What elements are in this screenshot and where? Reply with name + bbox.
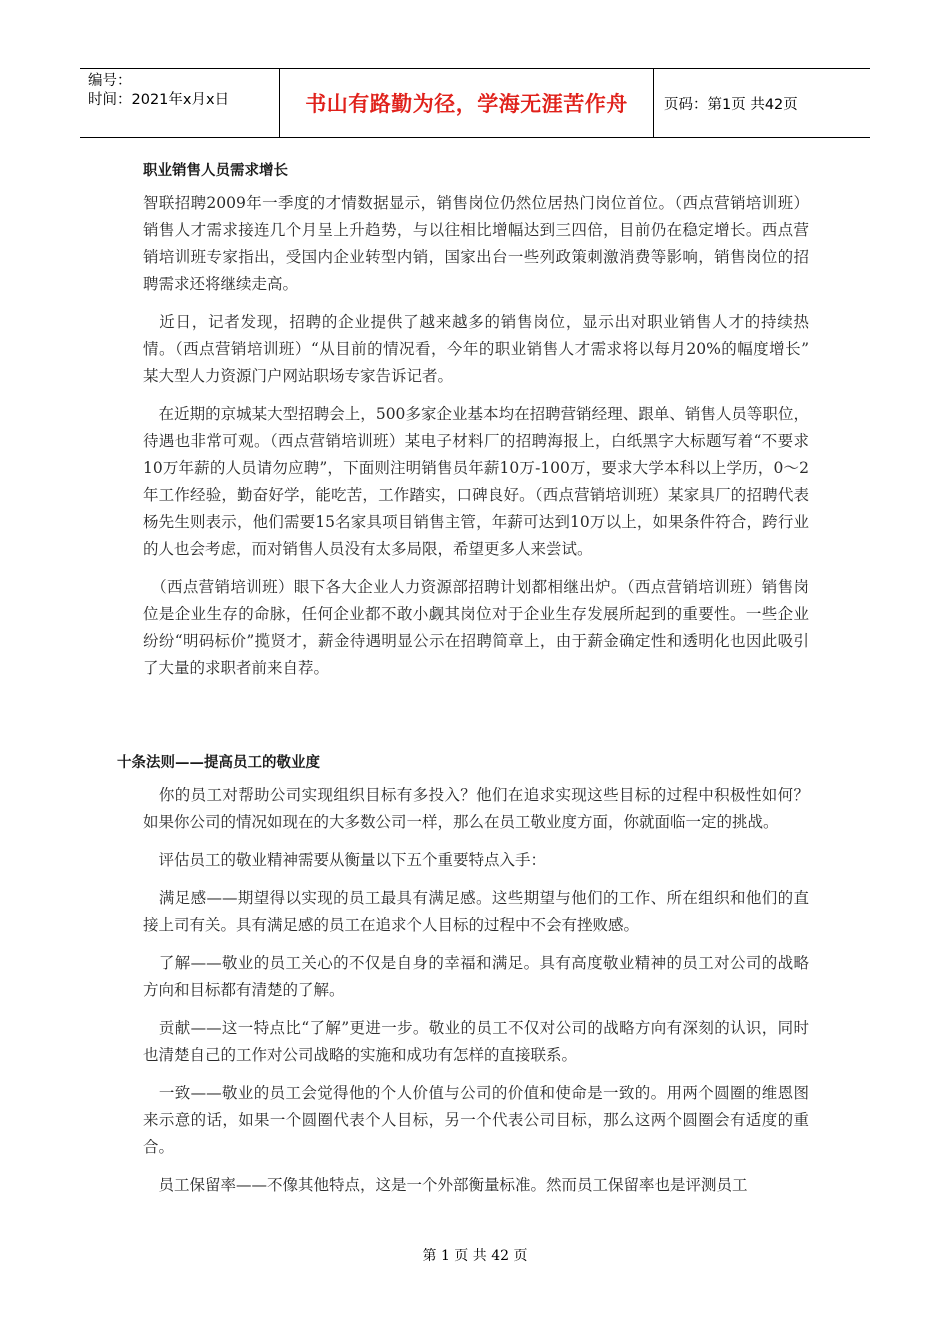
paragraph: 智联招聘2009年一季度的才情数据显示，销售岗位仍然位居热门岗位首位。（西点营销培训班）销售人才需求接连几个月呈上升趋势，与以往相比增幅达到三四倍，目前仍在稳定增长。西点营销培训班专家指出，受国内企业转型内销，国家出台一些列政策刺激消费等影响，销售岗位的招聘需求还将继续走高。 <box>143 194 809 293</box>
section-title: 十条法则——提高员工的敬业度 <box>117 754 320 771</box>
document-number-label: 编号： <box>88 73 132 89</box>
paragraph: 了解——敬业的员工关心的不仅是自身的幸福和满足。具有高度敬业精神的员工对公司的战略方向和目标都有清楚的了解。 <box>143 954 809 999</box>
paragraph: 员工保留率——不像其他特点，这是一个外部衡量标准。然而员工保留率也是评测员工 <box>143 1176 748 1194</box>
paragraph: 评估员工的敬业精神需要从衡量以下五个重要特点入手： <box>143 851 547 869</box>
paragraph: 贡献——这一特点比“了解”更进一步。敬业的员工不仅对公司的战略方向有深刻的认识，同时也清楚自己的工作对公司战略的实施和成功有怎样的直接联系。 <box>143 1019 809 1064</box>
page-header <box>80 68 870 138</box>
header-page-number: 页码：第1页 共42页 <box>664 96 798 113</box>
paragraph: 你的员工对帮助公司实现组织目标有多投入？他们在追求实现这些目标的过程中积极性如何？如果你公司的情况如现在的大多数公司一样，那么在员工敬业度方面，你就面临一定的挑战。 <box>143 786 809 831</box>
section-title: 职业销售人员需求增长 <box>143 162 288 179</box>
paragraph: 满足感——期望得以实现的员工最具有满足感。这些期望与他们的工作、所在组织和他们的直接上司有关。具有满足感的员工在追求个人目标的过程中不会有挫败感。 <box>143 889 809 934</box>
document-body <box>117 160 809 1210</box>
paragraph: 近日，记者发现，招聘的企业提供了越来越多的销售岗位，显示出对职业销售人才的持续热情。（西点营销培训班）“从目前的情况看，今年的职业销售人才需求将以每月20%的幅度增长” 某大型人力资源门户网站职场专家告诉记者。 <box>143 313 809 385</box>
paragraph: （西点营销培训班）眼下各大企业人力资源部招聘计划都相继出炉。（西点营销培训班）销售岗位是企业生存的命脉，任何企业都不敢小觑其岗位对于企业生存发展所起到的重要性。一些企业纷纷“明码标价”揽贤才，薪金待遇明显公示在招聘简章上，由于薪金确定性和透明化也因此吸引了大量的求职者前来自荐。 <box>143 578 809 677</box>
header-meta <box>80 69 280 137</box>
paragraph: 一致——敬业的员工会觉得他的个人价值与公司的价值和使命是一致的。用两个圆圈的维恩图来示意的话，如果一个圆圈代表个人目标，另一个代表公司目标，那么这两个圆圈会有适度的重合。 <box>143 1084 809 1156</box>
document-time-label: 时间：2021年x月x日 <box>88 92 230 108</box>
paragraph: 在近期的京城某大型招聘会上，500多家企业基本均在招聘营销经理、跟单、销售人员等职位，待遇也非常可观。（西点营销培训班）某电子材料厂的招聘海报上，白纸黑字大标题写着“不要求10万年薪的人员请勿应聘”，下面则注明销售员年薪10万-100万，要求大学本科以上学历，0～2年工作经验，勤奋好学，能吃苦，工作踏实，口碑良好。（西点营销培训班）某家具厂的招聘代表杨先生则表示，他们需要15名家具项目销售主管，年薪可达到10万以上，如果条件符合，跨行业的人也会考虑，而对销售人员没有太多局限，希望更多人来尝试。 <box>143 405 809 558</box>
page-footer: 第 1 页 共 42 页 <box>422 1248 528 1264</box>
header-motto: 书山有路勤为径，学海无涯苦作舟 <box>280 69 654 137</box>
